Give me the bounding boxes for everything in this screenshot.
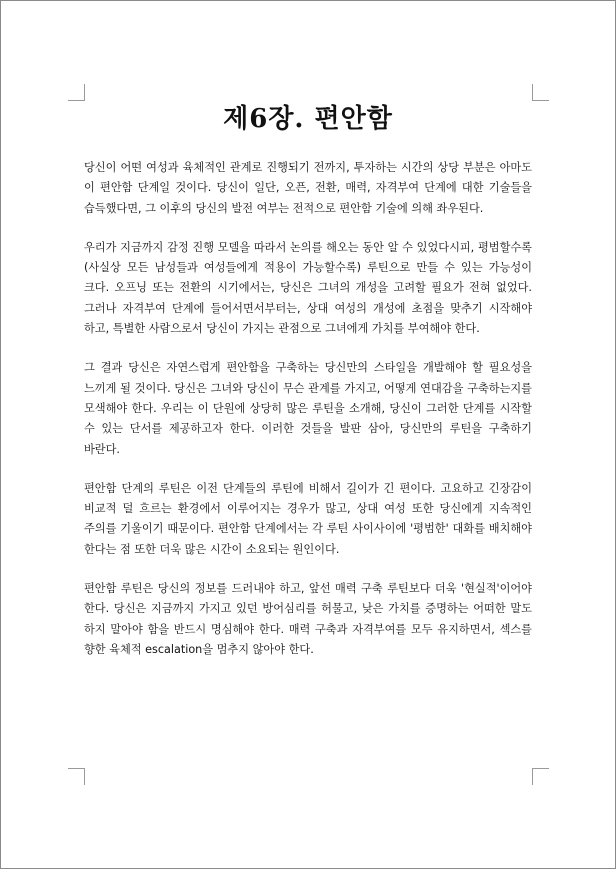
crop-mark-top-right <box>532 84 549 101</box>
paragraph: 편안함 루틴은 당신의 정보를 드러내야 하고, 앞선 매력 구축 루틴보다 더욱 '현실적'이어야 한다. 당신은 지금까지 가지고 있던 방어심리를 허물고, 낮은 가치를 증명하는 어떠한 말도 하지 말아야 함을 반드시 명심해야 한다. 매력 구축과 자격부여를 모두 유지하면서, 섹스를 향한 육체적 escalation을 멈추지 않아야 한다. <box>84 582 532 656</box>
crop-mark-top-left <box>68 84 85 101</box>
paragraph: 당신이 어떤 여성과 육체적인 관계로 진행되기 전까지, 투자하는 시간의 상당 부분은 아마도 이 편안함 단계일 것이다. 당신이 일단, 오픈, 전환, 매력, 자격부여 단계에 대한 기술들을 습득했다면, 그 이후의 당신의 발전 여부는 전적으로 편안함 기술에 의해 좌우된다. <box>84 161 532 215</box>
paragraph: 그 결과 당신은 자연스럽게 편안함을 구축하는 당신만의 스타일을 개발해야 할 필요성을 느끼게 될 것이다. 당신은 그녀와 당신이 무슨 관계를 가지고, 어떻게 연대감을 구축하는지를 모색해야 한다. 우리는 이 단원에 상당히 많은 루틴을 소개해, 당신이 그러한 단계를 시작할 수 있는 단서를 제공하고자 한다. 이러한 것들을 발판 삼아, 당신만의 루틴을 구축하기 바란다. <box>84 361 532 456</box>
paragraph: 편안함 단계의 루틴은 이전 단계들의 루틴에 비해서 길이가 긴 편이다. 고요하고 긴장감이 비교적 덜 흐르는 환경에서 이루어지는 경우가 많고, 상대 여성 또한 당신에게 지속적인 주의를 기울이기 때문이다. 편안함 단계에서는 각 루틴 사이사이에 '평범한' 대화를 배치해야 한다는 점 또한 더욱 많은 시간이 소요되는 원인이다. <box>84 481 532 556</box>
crop-mark-bottom-left <box>68 768 85 785</box>
paragraph: 우리가 지금까지 감정 진행 모델을 따라서 논의를 해오는 동안 알 수 있었다시피, 평범할수록 (사실상 모든 남성들과 여성들에게 적용이 가능할수록) 루틴으로 만들 수 있는 가능성이 크다. 오프닝 또는 전환의 시기에서는, 당신은 그녀의 개성을 고려할 필요가 전혀 없었다. 그러나 자격부여 단계에 들어서면서부터는, 상대 여성의 개성에 초점을 맞추기 시작해야 하고, 특별한 사람으로서 당신이 가지는 관점으로 그녀에게 가치를 부여해야 한다. <box>84 240 532 336</box>
chapter-body <box>84 158 532 679</box>
chapter-title: 제6장. 편안함 <box>223 104 393 134</box>
crop-mark-bottom-right <box>532 768 549 785</box>
